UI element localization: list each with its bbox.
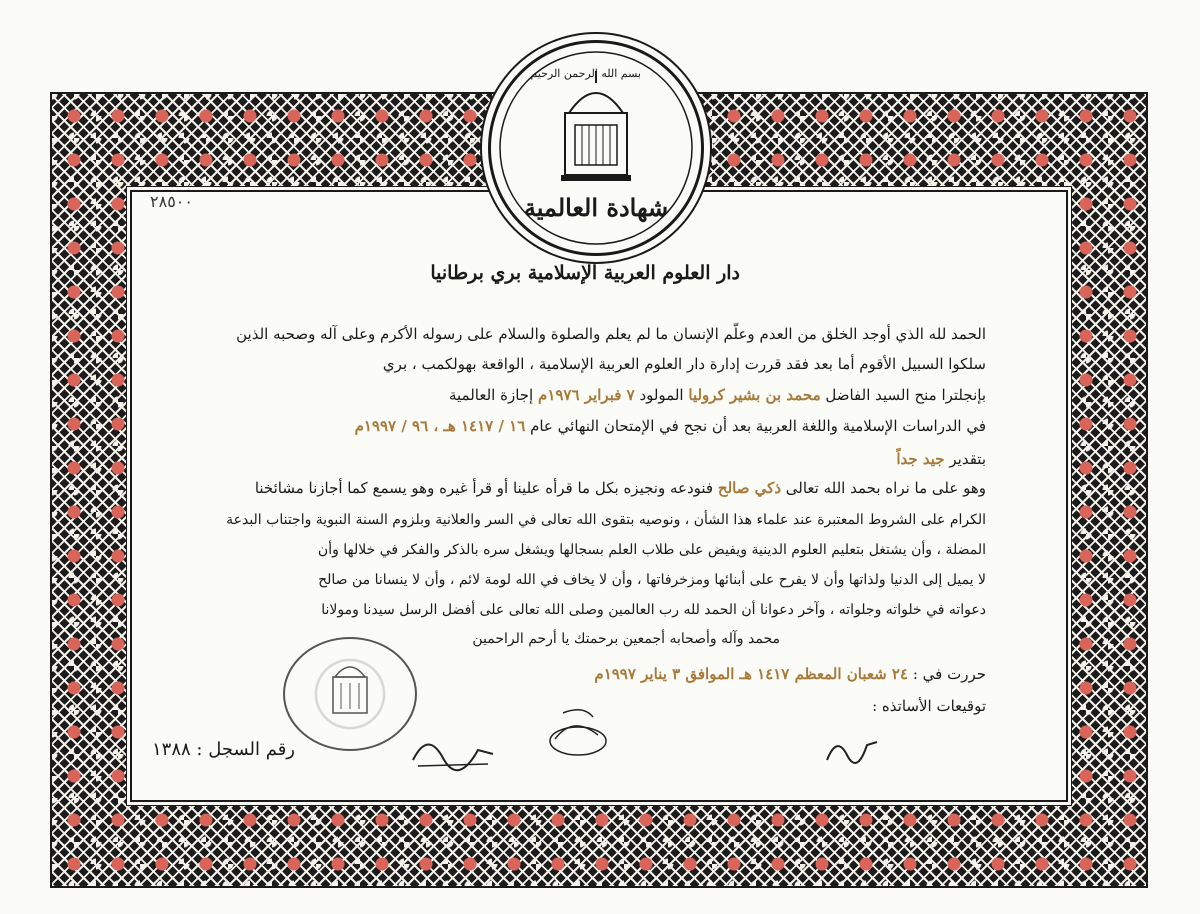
register-label: رقم السجل : [196,739,295,760]
character-label: وهو على ما نراه بحمد الله تعالى [785,479,986,497]
body-line-6 [255,476,986,500]
recipient-name: محمد بن بشير كروليا [688,386,821,404]
body-line-11: محمد وآله وأصحابه أجمعين برحمتك يا أرحم الراحمين [472,631,780,647]
body-line-9: لا يميل إلى الدنيا ولذاتها وأن لا يفرح على أبنائها ومزخرفاتها ، وأن لا يخاف في الله لومة لائم ، وأن لا ينسانا من صالح [318,572,986,588]
institution-name: دار العلوم العربية الإسلامية بري برطانيا [430,262,740,284]
body-line-5 [896,447,986,471]
serial-number: ٢٨٥٠٠ [150,192,193,211]
signature-1 [408,720,498,780]
institution-seal [283,637,417,751]
basmala: بسم الله الرحمن الرحيم [530,67,641,80]
birth-date: ٧ فبراير ١٩٧٦م [538,386,635,404]
birth-label: المولود [639,386,684,404]
dome-building-icon [561,71,631,181]
grade-value: جيد جداً [896,450,945,468]
body-line-1: الحمد لله الذي أوجد الخلق من العدم وعلّم الإنسان ما لم يعلم والصلوة والسلام على رسوله الأكرم وعلى آله وصحبه الذين [236,325,986,343]
register-line [152,738,295,762]
signature-3 [822,730,882,770]
issued-line [594,662,986,686]
seal-dome-icon [285,639,415,749]
institution-emblem [488,40,704,256]
body-line-7: الكرام على الشروط المعتبرة عند علماء هذا الشأن ، ونوصيه بتقوى الله تعالى في السر والعلانية وبلزوم السنة النبوية واجتناب البدعة [226,512,986,528]
signatures-label: توقيعات الأساتذه : [872,697,986,715]
signature-2 [543,705,613,765]
body-line-3 [449,383,986,407]
body-line-8: المضلة ، وأن يشتغل بتعليم العلوم الدينية ويفيض على طلاب العلم بسجالها ويشغل سره بالذكر والفكر في خلالها وأن [317,542,986,558]
exam-year: ١٦ / ١٤١٧ هـ ، ٩٦ / ١٩٩٧م [354,417,526,435]
exam-statement: في الدراسات الإسلامية واللغة العربية بعد أن نجح في الإمتحان النهائي عام [530,417,986,435]
permission-text: فنودعه ونجيزه بكل ما قرأه علينا أو قرأ غيره وهو يسمع كما أجازنا مشائخنا [254,479,714,497]
grade-label: بتقدير [949,450,986,468]
register-number: ١٣٨٨ [152,739,191,760]
body-line-10: دعواته في خلواته وجلواته ، وآخر دعوانا أن الحمد لله رب العالمين وصلى الله تعالى على أفضل الرسل سيدنا ومولانا [321,602,986,618]
issued-label: حررت في : [912,665,986,683]
certificate-title: شهادة العالمية [523,193,669,222]
body-line-2: سلكوا السبيل الأقوم أما بعد فقد قررت إدارة دار العلوم العربية الإسلامية ، الواقعة بهولكمب ، بري [382,355,986,373]
degree-name: إجازة العالمية [448,386,534,404]
character-value: ذكي صالح [717,479,781,497]
issued-date: ٢٤ شعبان المعظم ١٤١٧ هـ الموافق ٣ يناير ١٩٩٧م [594,665,909,683]
body-line-4 [355,414,986,438]
award-prefix: بإنجلترا منح السيد الفاضل [825,386,986,404]
